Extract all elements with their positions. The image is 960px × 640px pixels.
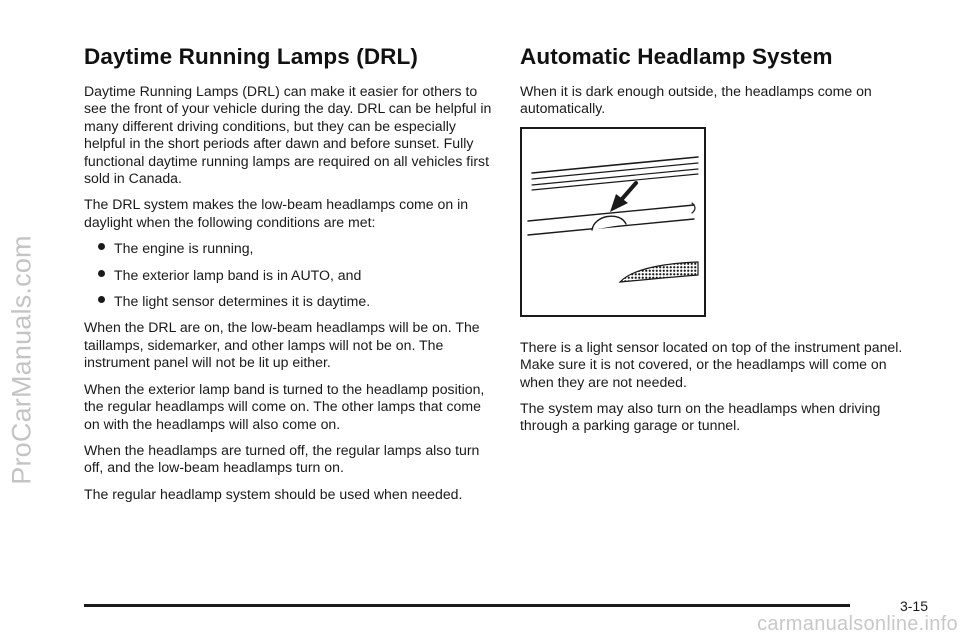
automatic-headlamp-intro: When it is dark enough outside, the headlamps come on automatically. bbox=[520, 83, 872, 117]
side-watermark-text: ProCarManuals.com bbox=[6, 235, 37, 485]
bullet-icon bbox=[98, 243, 105, 250]
drl-conditions-intro: The DRL system makes the low-beam headlamps come on in daylight when the following conditions are met: bbox=[84, 196, 469, 230]
drl-intro-paragraph: Daytime Running Lamps (DRL) can make it easier for others to see the front of your vehicle during the day. DRL can be helpful in many different driving conditions, but they can be especially helpful in the short periods after dawn and before sunset. Fully functional daytime running lamps are required on all vehicles first sold in Canada. bbox=[84, 83, 492, 187]
drl-heading: Daytime Running Lamps (DRL) bbox=[84, 44, 418, 69]
list-item bbox=[84, 293, 494, 310]
side-watermark bbox=[2, 80, 42, 640]
list-item bbox=[84, 240, 494, 257]
footer-rule bbox=[84, 604, 850, 607]
drl-section bbox=[84, 44, 494, 512]
arrow-icon bbox=[610, 183, 636, 212]
list-item-text: The engine is running, bbox=[114, 240, 254, 257]
bullet-icon bbox=[98, 270, 105, 277]
drl-when-on-paragraph: When the DRL are on, the low-beam headlamps will be on. The taillamps, sidemarker, and other lamps will not be on. The instrument panel will not be lit up either. bbox=[84, 319, 480, 371]
drl-turned-off-paragraph: When the headlamps are turned off, the regular lamps also turn off, and the low-beam headlamps turn on. bbox=[84, 441, 480, 476]
automatic-headlamp-section bbox=[520, 44, 920, 444]
speaker-grille bbox=[620, 262, 698, 282]
bullet-icon bbox=[98, 296, 105, 303]
list-item-text: The exterior lamp band is in AUTO, and bbox=[114, 266, 362, 283]
drl-conditions-list bbox=[84, 240, 494, 310]
drl-headlamp-position-paragraph: When the exterior lamp band is turned to the headlamp position, the regular headlamps will come on. The other lamps that come on with the headlamps will also come on. bbox=[84, 380, 485, 432]
automatic-headlamp-sensor-paragraph: There is a light sensor located on top of the instrument panel. Make sure it is not covered, or the headlamps will come on when they are not needed. bbox=[520, 338, 903, 390]
list-item bbox=[84, 267, 494, 284]
light-sensor-drawing bbox=[522, 129, 704, 315]
list-item-text: The light sensor determines it is daytime. bbox=[114, 293, 371, 310]
automatic-headlamp-garage-paragraph: The system may also turn on the headlamps when driving through a parking garage or tunnel. bbox=[520, 400, 881, 434]
automatic-headlamp-heading: Automatic Headlamp System bbox=[520, 44, 833, 69]
drl-used-when-paragraph: The regular headlamp system should be used when needed. bbox=[84, 485, 463, 502]
page-number: 3-15 bbox=[899, 598, 928, 614]
light-sensor-illustration bbox=[520, 127, 706, 317]
bottom-watermark: carmanualsonline.info bbox=[757, 613, 958, 635]
